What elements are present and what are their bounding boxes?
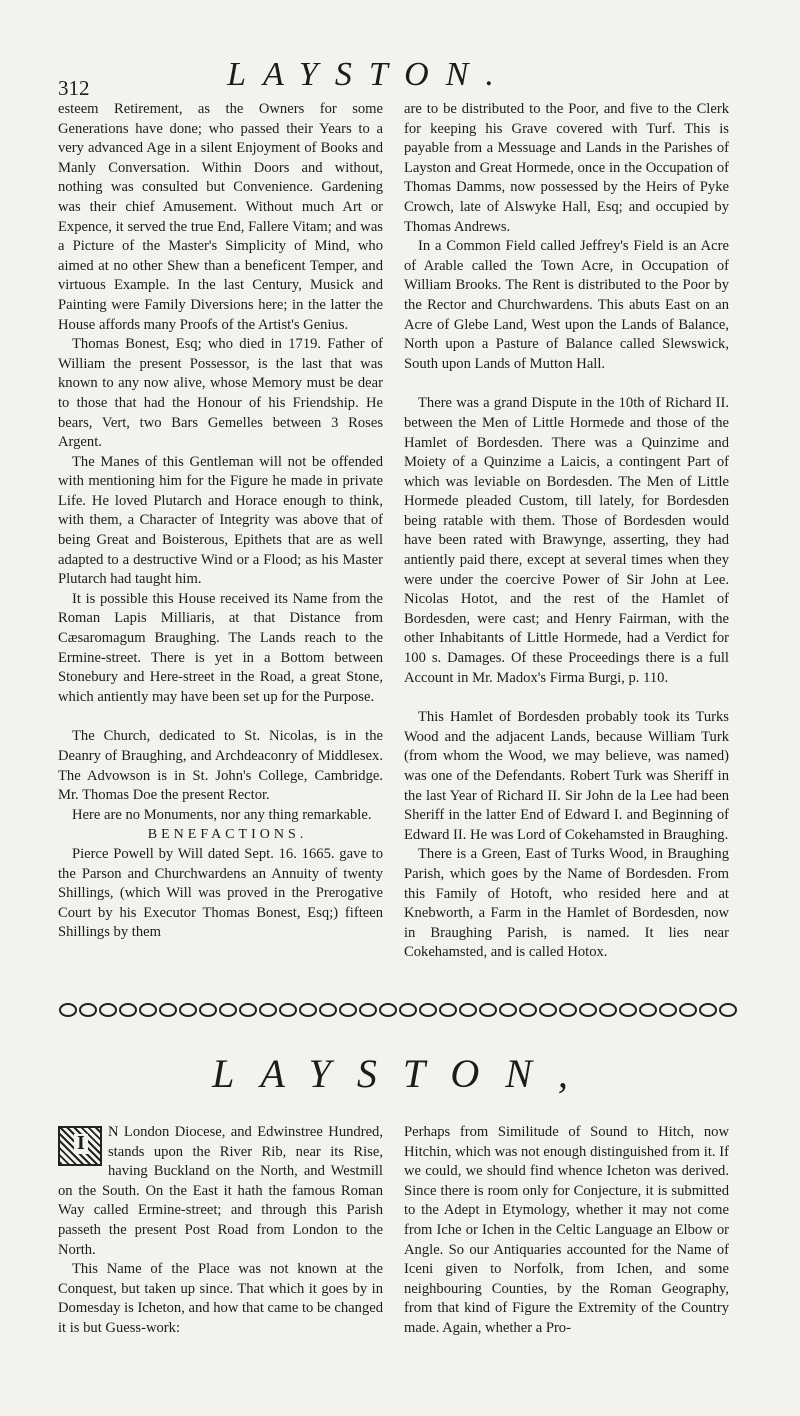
ornament-glyph [499,1003,517,1017]
ornament-glyph [59,1003,77,1017]
page-header [58,56,770,100]
right-column-top [404,100,729,963]
ornament-glyph [279,1003,297,1017]
paragraph: Pierce Powell by Will dated Sept. 16. 1665. gave to the Parson and Churchwardens an Annuity of twenty Shillings, (which Will was proved in the Prerogative Court by his Executor Thomas Bonest, Esq;) fifteen Shillings by them [58,845,383,941]
ornament-glyph [359,1003,377,1017]
ornament-glyph [379,1003,397,1017]
ornament-glyph [439,1003,457,1017]
left-column-top [58,100,383,943]
paragraph: Perhaps from Similitude of Sound to Hitch, now Hitchin, which was not enough distinguished from it. If we could, we should find whence Icheton was derived. Since there is room only for Conjecture, it is submitted to the Adept in Etymology, whether it may not come from Iche or Ichen in the Celtic Language an Elbow or Angle. So our Antiquaries accounted for the Name of Iceni given to Norfolk, from Ichen, and some neighbouring Counties, by the Roman Geography, from that kind of Figure the Extremity of the Country made. Again, whether a Pro- [404,1124,729,1336]
ornament-glyph [199,1003,217,1017]
ornament-glyph [299,1003,317,1017]
dropcap-ornament [58,1126,102,1166]
ornament-glyph [539,1003,557,1017]
decorative-ornament-band [58,1000,748,1022]
ornament-glyph [139,1003,157,1017]
page-number: 312 [58,76,90,100]
ornament-glyph [599,1003,617,1017]
ornament-glyph [319,1003,337,1017]
paragraph: This Hamlet of Bordesden probably took its Turks Wood and the adjacent Lands, because William Turk (from whom the Wood, we may believe, was named) was one of the Defendants. Robert Turk was Sheriff in the last Year of Richard II. Sir John de la Lee had been Sheriff in the latter End of Edward I. and Beginning of Edward II. He was Lord of Cokehamsted in Braughing. [404,709,729,843]
paragraph: It is possible this House received its Name from the Roman Lapis Milliaris, at that Distance from Cæsaromagum Braughing. The Lands reach to the Ermine-street. There is yet in a Bottom between Stonebury and Here-street in the Road, a great Stone, which antiently may have been set up for the Purpose. [58,590,383,705]
ornament-glyph [579,1003,597,1017]
ornament-glyph [519,1003,537,1017]
right-column-bottom [404,1123,729,1339]
ornament-glyph [419,1003,437,1017]
paragraph: esteem Retirement, as the Owners for some Generations have done; who passed their Years to a very advanced Age in a silent Enjoyment of Books and Manly Conversation. Within Doors and without, nothing was consulted but Convenience. Gardening was their chief Amusement. Without much Art or Expence, it served the true End, Fallere Vitam; and was a Picture of the Master's Simplicity of Mind, who aimed at no other Shew than a beneficent Temper, and virtuous Example. In the last Century, Musick and Painting were Family Diversions here; in the latter the House affords many Proofs of the Artist's Genius. [58,101,383,333]
paragraph: There is a Green, East of Turks Wood, in Braughing Parish, which goes by the Name of Bordesden. From this Family of Hotoft, who resided here and at Knebworth, a Farm in the Hamlet of Bordesden, now in Braughing Parish, is named. It lies near Cokehamsted, and is called Hotox. [404,846,729,961]
ornament-glyph [119,1003,137,1017]
ornament-glyph [219,1003,237,1017]
ornament-glyph [179,1003,197,1017]
benefactions-heading: BENEFACTIONS. [147,827,308,843]
ornament-glyph [239,1003,257,1017]
paragraph: In a Common Field called Jeffrey's Field is an Acre of Arable called the Town Acre, in Occupation of William Brooks. The Rent is distributed to the Poor by the Rector and Churchwardens. This abuts East on an Acre of Glebe Land, West upon the Lands of Balance, North upon a Pasture of Balance called Slewswick, South upon Lands of Mutton Hall. [404,238,729,372]
ornament-glyph [259,1003,277,1017]
ornament-glyph [399,1003,417,1017]
paragraph: Thomas Bonest, Esq; who died in 1719. Father of William the present Possessor, is the last that was known to any now alive, whose Memory must be dear to those that had the Honour of his Friendship. He bears, Vert, two Bars Gemelles between 3 Roses Argent. [58,336,383,451]
left-column-bottom [58,1123,383,1339]
ornament-glyph [459,1003,477,1017]
ornament-glyph [339,1003,357,1017]
ornament-glyph [699,1003,717,1017]
paragraph: The Church, dedicated to St. Nicolas, is in the Deanry of Braughing, and Archdeaconry of Middlesex. The Advowson is in St. John's College, Cambridge. Mr. Thomas Doe the present Rector. [58,728,383,804]
ornament-glyph [479,1003,497,1017]
paragraph: There was a grand Dispute in the 10th of Richard II. between the Men of Little Hormede and those of the Hamlet of Bordesden. There was a Quinzime and Moiety of a Quinzime a Laicis, a contingent Part of which was leviable on Bordesden. The Men of Little Hormede pleaded Custom, till lately, for Bordesden being ratable with them. Those of Bordesden would have been rated with Brawynge, asserting, they had antiently paid there, except at several times when they were under the coercive Power of Sir John at Lee. Nicolas Hotot, and the rest of the Hamlet of Bordesden, were cast; and Henry Fairman, with the other Inhabitants of Little Hormede, had a Verdict for 100 s. Damages. Of these Proceedings there is a full Account in Mr. Madox's Firma Burgi, p. 110. [404,395,729,686]
paragraph [58,1123,383,1260]
ornament-glyph [679,1003,697,1017]
ornament-glyph [639,1003,657,1017]
paragraph: The Manes of this Gentleman will not be offended with mentioning him for the Figure he made in private Life. He loved Plutarch and Horace enough to think, with them, a Character of Integrity was above that of being Great and Boisterous, Epithets that are as well adapted to a destructive Wind or a Flood; as his Master Plutarch had taught him. [58,453,383,588]
ornament-glyph [79,1003,97,1017]
ornament-glyph [719,1003,737,1017]
paragraph: Here are no Monuments, nor any thing remarkable. [72,806,372,823]
paragraph: This Name of the Place was not known at the Conquest, but taken up since. That which it goes by in Domesday is Icheton, and how that came to be changed it is but Guess-work: [58,1261,384,1336]
dropcap-letter: I [74,1134,88,1154]
ornament-glyph [559,1003,577,1017]
ornament-glyph [159,1003,177,1017]
section-title: LAYSTON, [212,1051,594,1096]
paragraph: are to be distributed to the Poor, and five to the Clerk for keeping his Grave covered with Turf. This is payable from a Messuage and Lands in the Parishes of Layston and Great Hormede, once in the Occupation of Thomas Damms, now possessed by the Heirs of Pyke Crowch, late of Alswyke Hall, Esq; and occupied by Thomas Andrews. [404,101,729,235]
paragraph-text: N London Diocese, and Edwinstree Hundred, stands upon the River Rib, near its Rise, having Buckland on the North, and Westmill on the South. On the East it hath the famous Roman Way called Ermine-street; and through this Parish passeth the present Post Road from London to the North. [58,1124,383,1258]
ornament-glyph [99,1003,117,1017]
running-title: LAYSTON. [227,56,511,93]
ornament-glyph [659,1003,677,1017]
ornament-glyph [619,1003,637,1017]
